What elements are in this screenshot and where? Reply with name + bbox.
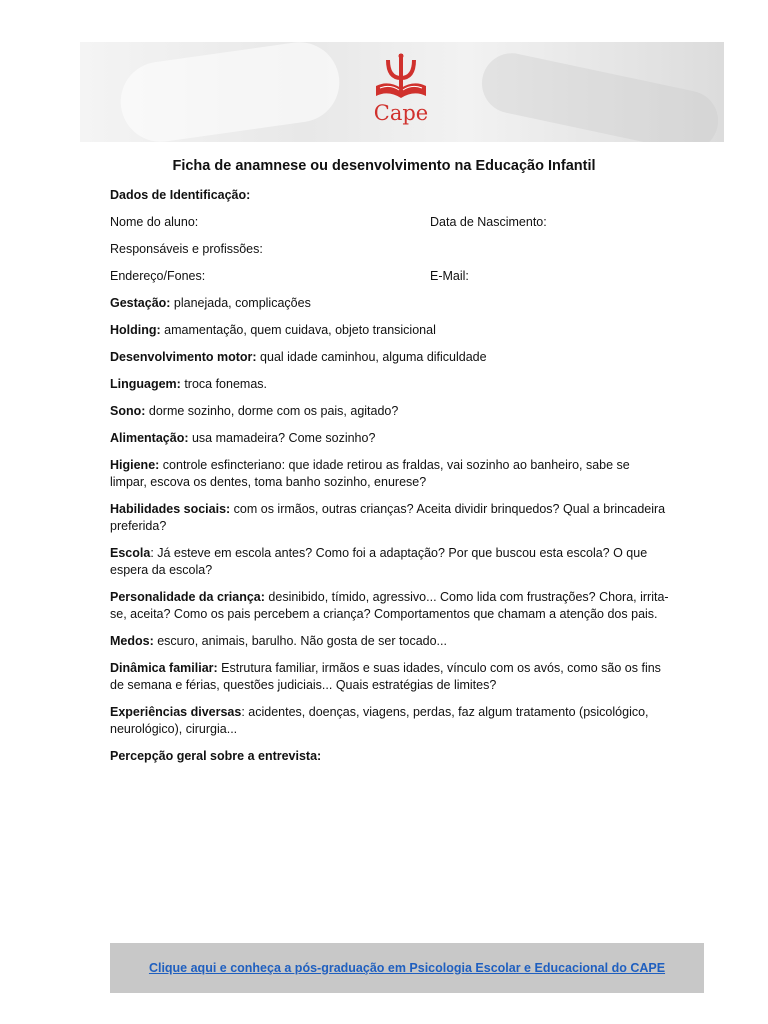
section-gestacao	[110, 295, 670, 312]
guardians-label: Responsáveis e profissões:	[110, 242, 263, 256]
section-text: troca fonemas.	[180, 377, 267, 391]
section-holding	[110, 322, 670, 339]
section-label: Gestação:	[110, 296, 171, 310]
section-dinamica-familiar	[110, 660, 670, 694]
identification-heading: Dados de Identificação:	[110, 188, 251, 202]
section-personalidade	[110, 589, 670, 623]
footer-banner	[110, 943, 704, 993]
section-text: : Já esteve em escola antes? Como foi a adaptação? Por que buscou esta escola? O que espera da escola?	[110, 546, 648, 577]
psi-book-icon	[372, 52, 430, 102]
banner-background-shape	[116, 42, 345, 142]
section-text: com os irmãos, outras crianças? Aceita dividir brinquedos? Qual a brincadeira preferida?	[110, 502, 666, 533]
section-label: Habilidades sociais:	[110, 502, 231, 516]
section-medos	[110, 633, 670, 650]
section-text: planejada, complicações	[170, 296, 311, 310]
email-label: E-Mail:	[430, 269, 469, 283]
section-text: : acidentes, doenças, viagens, perdas, faz algum tratamento (psicológico, neurológico), cirurgia...	[110, 705, 649, 736]
logo-text: Cape	[373, 101, 429, 125]
section-label: Percepção geral sobre a entrevista:	[110, 749, 322, 763]
address-label: Endereço/Fones:	[110, 269, 206, 283]
section-escola	[110, 545, 670, 579]
postgraduate-link[interactable]: Clique aqui e conheça a pós-graduação em Psicologia Escolar e Educacional do CAPE	[148, 961, 666, 975]
section-label: Holding:	[110, 323, 161, 337]
birth-date-label: Data de Nascimento:	[430, 215, 547, 229]
section-text: dorme sozinho, dorme com os pais, agitado?	[145, 404, 399, 418]
section-label: Alimentação:	[110, 431, 189, 445]
banner-background-shape	[476, 48, 723, 142]
document-title: Ficha de anamnese ou desenvolvimento na Educação Infantil	[172, 158, 596, 174]
section-label: Escola	[110, 546, 151, 560]
section-label: Desenvolvimento motor:	[110, 350, 257, 364]
identification-row	[110, 268, 670, 285]
section-percepcao-geral	[110, 748, 670, 765]
section-text: qual idade caminhou, alguma dificuldade	[256, 350, 487, 364]
section-experiencias	[110, 704, 670, 738]
section-label: Sono:	[110, 404, 146, 418]
identification-row	[110, 214, 670, 231]
section-alimentacao	[110, 430, 670, 447]
section-text: Estrutura familiar, irmãos e suas idades, vínculo com os avós, como são os fins de semana e férias, questões judiciais... Quais estratégias de limites?	[110, 661, 661, 692]
section-label: Experiências diversas	[110, 705, 242, 719]
section-label: Higiene:	[110, 458, 160, 472]
section-label: Dinâmica familiar:	[110, 661, 218, 675]
section-label: Linguagem:	[110, 377, 181, 391]
section-text: escuro, animais, barulho. Não gosta de ser tocado...	[153, 634, 447, 648]
section-higiene	[110, 457, 670, 491]
cape-logo	[365, 52, 437, 132]
section-habilidades-sociais	[110, 501, 670, 535]
section-linguagem	[110, 376, 670, 393]
section-sono	[110, 403, 670, 420]
form-content	[110, 187, 670, 775]
section-text: controle esfincteriano: que idade retirou as fraldas, vai sozinho ao banheiro, sabe se limpar, escova os dentes, toma banho sozinho, enurese?	[110, 458, 630, 489]
section-text: usa mamadeira? Come sozinho?	[188, 431, 376, 445]
section-label: Personalidade da criança:	[110, 590, 265, 604]
section-text: amamentação, quem cuidava, objeto transicional	[160, 323, 436, 337]
section-desenvolvimento-motor	[110, 349, 670, 366]
section-text: desinibido, tímido, agressivo... Como lida com frustrações? Chora, irrita-se, aceita? Como os pais percebem a criança? Comportamentos que chamam a atenção dos pais.	[110, 590, 669, 621]
section-label: Medos:	[110, 634, 154, 648]
student-name-label: Nome do aluno:	[110, 215, 199, 229]
